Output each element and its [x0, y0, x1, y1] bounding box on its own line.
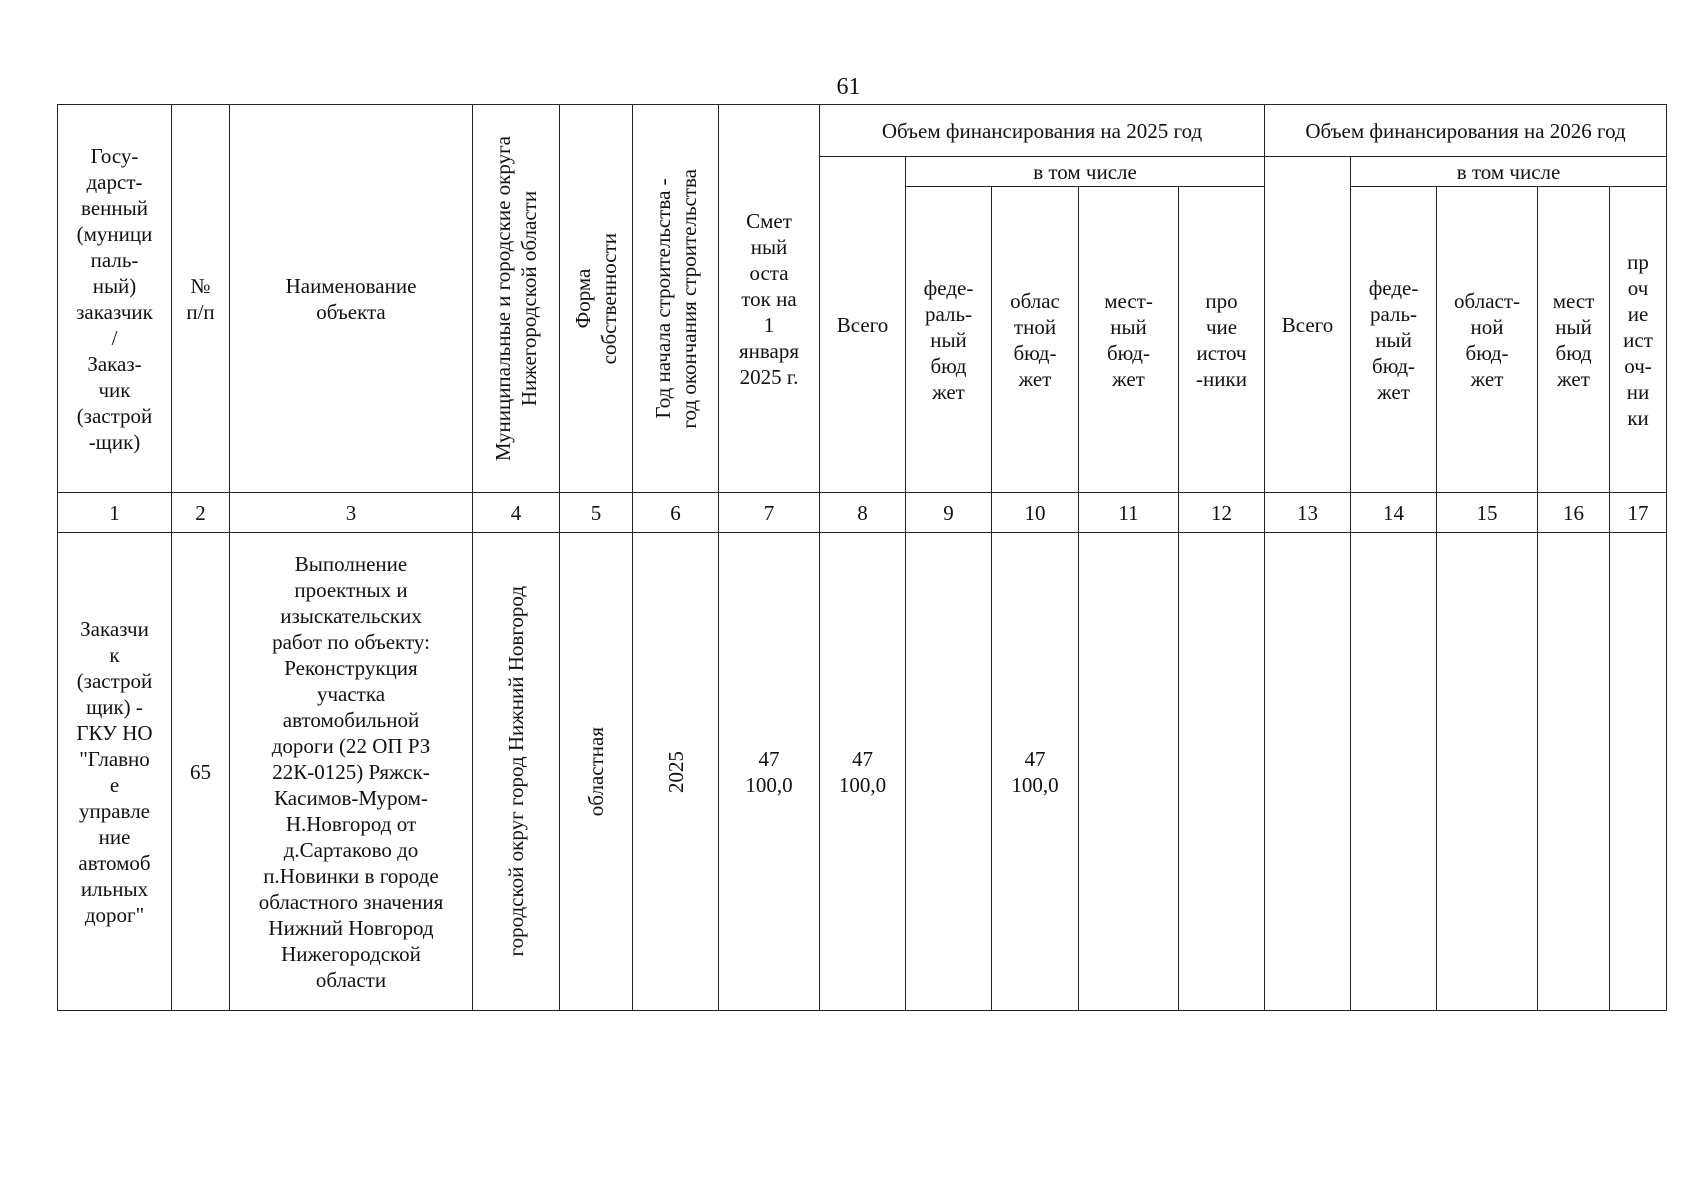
column-number: 10: [992, 493, 1079, 533]
header-local-2026: мест ный бюд жет: [1538, 187, 1610, 493]
header-ownership: Форма собственности: [571, 232, 621, 365]
header-local-2025: мест- ный бюд- жет: [1079, 187, 1179, 493]
column-number: 1: [58, 493, 172, 533]
header-total-2025: Всего: [820, 157, 906, 493]
row-federal-2025: [906, 533, 992, 1011]
header-including-2026: в том числе: [1351, 157, 1667, 187]
row-local-2026: [1538, 533, 1610, 1011]
header-including-2025: в том числе: [906, 157, 1265, 187]
column-number: 17: [1610, 493, 1667, 533]
row-total-2026: [1265, 533, 1351, 1011]
row-local-2025: [1079, 533, 1179, 1011]
row-other-2026: [1610, 533, 1667, 1011]
column-number: 5: [560, 493, 633, 533]
header-ownership-cell: [560, 105, 633, 493]
header-object-name: Наименование объекта: [230, 105, 473, 493]
row-estimate-balance: 47 100,0: [719, 533, 820, 1011]
header-federal-2026: феде- раль- ный бюд- жет: [1351, 187, 1437, 493]
column-number-row: [58, 493, 1667, 533]
column-number: 6: [633, 493, 719, 533]
header-municipality-cell: [473, 105, 560, 493]
row-federal-2026: [1351, 533, 1437, 1011]
column-number: 4: [473, 493, 560, 533]
header-row-1: [58, 105, 1667, 157]
header-other-2026: пр оч ие ист оч- ни ки: [1610, 187, 1667, 493]
table-row: [58, 533, 1667, 1011]
header-regional-2025: облас тной бюд- жет: [992, 187, 1079, 493]
header-funding-2025: Объем финансирования на 2025 год: [820, 105, 1265, 157]
row-years: 2025: [663, 750, 688, 793]
column-number: 2: [172, 493, 230, 533]
row-years-cell: [633, 533, 719, 1011]
row-municipality-cell: [473, 533, 560, 1011]
column-number: 8: [820, 493, 906, 533]
row-regional-2026: [1437, 533, 1538, 1011]
row-regional-2025: 47 100,0: [992, 533, 1079, 1011]
column-number: 13: [1265, 493, 1351, 533]
header-customer: Госу- дарст- венный (муници паль- ный) заказчик / Заказ- чик (застрой -щик): [58, 105, 172, 493]
column-number: 15: [1437, 493, 1538, 533]
column-number: 14: [1351, 493, 1437, 533]
row-object-name: Выполнение проектных и изыскательских работ по объекту: Реконструкция участка автомобильной дороги (22 ОП РЗ 22К-0125) Ряжск- Касимов-Муром- Н.Новгород от д.Сартаково до п.Новинки в городе областного значения Нижний Новгород Нижегородской области: [230, 533, 473, 1011]
header-funding-2026: Объем финансирования на 2026 год: [1265, 105, 1667, 157]
row-total-2025: 47 100,0: [820, 533, 906, 1011]
header-regional-2026: област- ной бюд- жет: [1437, 187, 1538, 493]
column-number: 16: [1538, 493, 1610, 533]
header-municipality: Муниципальные и городские округа Нижегородской области: [491, 135, 541, 462]
column-number: 11: [1079, 493, 1179, 533]
header-other-2025: про чие источ -ники: [1179, 187, 1265, 493]
row-other-2025: [1179, 533, 1265, 1011]
row-municipality: городской округ город Нижний Новгород: [504, 586, 528, 957]
header-years: Год начала строительства - год окончания строительства: [650, 168, 701, 429]
header-number: № п/п: [172, 105, 230, 493]
header-years-cell: [633, 105, 719, 493]
page-number: 61: [836, 74, 861, 100]
header-estimate-balance: Смет ный оста ток на 1 января 2025 г.: [719, 105, 820, 493]
header-total-2026: Всего: [1265, 157, 1351, 493]
row-ownership: областная: [584, 726, 608, 817]
column-number: 9: [906, 493, 992, 533]
column-number: 7: [719, 493, 820, 533]
row-ownership-cell: [560, 533, 633, 1011]
column-number: 12: [1179, 493, 1265, 533]
financing-table: [57, 104, 1667, 1011]
row-number: 65: [172, 533, 230, 1011]
row-customer: Заказчи к (застрой щик) - ГКУ НО "Главно е управле ние автомоб ильных дорог": [58, 533, 172, 1011]
header-federal-2025: феде- раль- ный бюд жет: [906, 187, 992, 493]
column-number: 3: [230, 493, 473, 533]
